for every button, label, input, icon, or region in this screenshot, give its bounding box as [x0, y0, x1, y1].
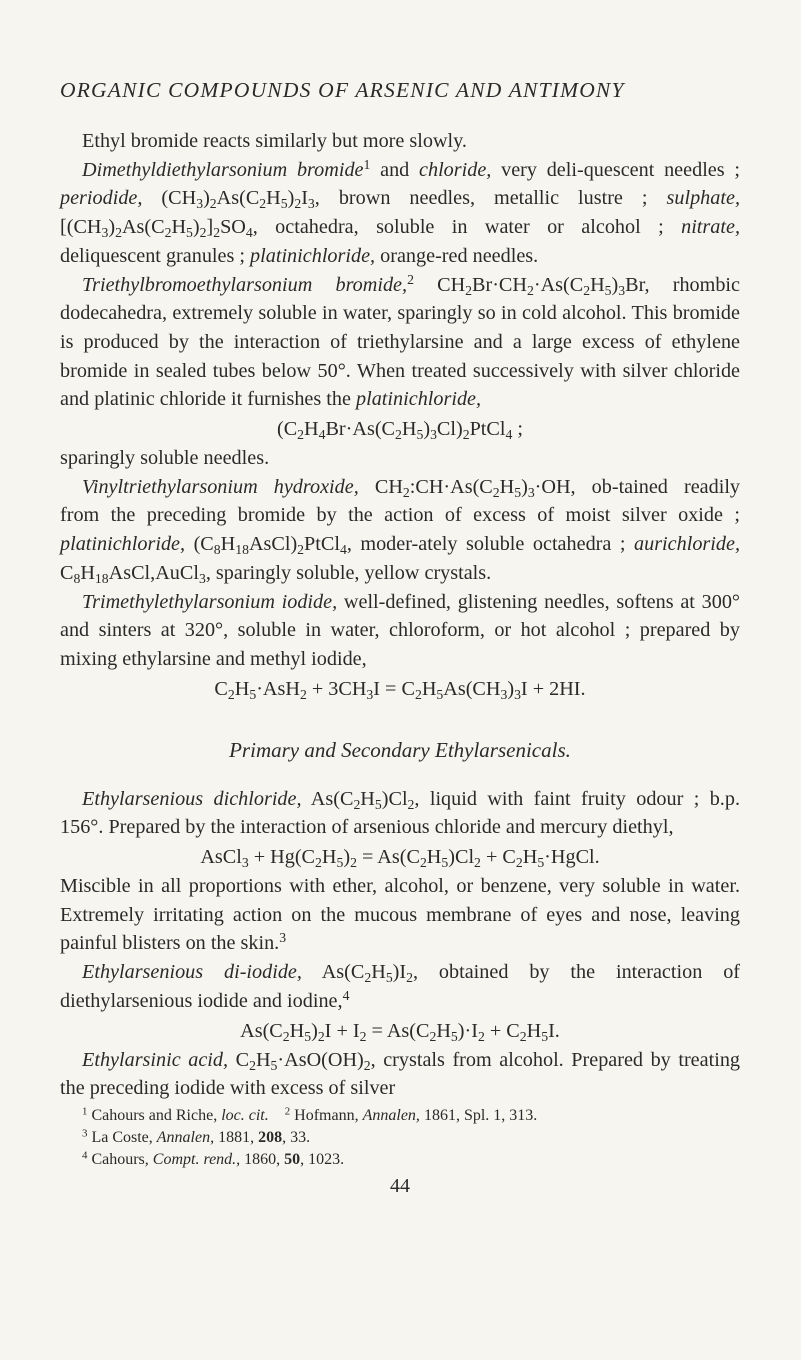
equation: AsCl$_3$ + $Hg(C_2H_5)_2 = As(C_2H_5)Cl_2$ + $C_2H_5\cdot HgCl$. [200, 846, 600, 871]
footnote: $^3$ La Coste, Annalen, 1881, 208, 33. [82, 1127, 311, 1146]
paragraph: Trimethylethylarsonium iodide, well-defined, glistening needles, softens at 300° and sinters at 320°, soluble in water, chloroform, or hot alcohol ; prepared by mixing ethylarsine and methyl iodide, [60, 590, 740, 670]
footnote: $^1$ Cahours and Riche, loc. cit. $^2$ Hofmann, Annalen, 1861, Spl. 1, 313. [82, 1105, 538, 1124]
paragraph: sparingly soluble needles. [60, 447, 270, 470]
equation: $C_2H_5\cdot AsH_2 + 3CH_3I = C_2H_5As(CH_3)_3I + 2HI$. [214, 677, 586, 702]
footnote: $^4$ Cahours, Compt. rend., 1860, 50, 1023. [82, 1149, 345, 1168]
footnotes [60, 1105, 740, 1171]
paragraph: Ethylarsenious dichloride, $As(C_2H_5)Cl_2$, liquid with faint fruity odour ; b.p. 156°. Prepared by the interaction of arsenious chloride and mercury diethyl, [60, 787, 740, 839]
page-content [60, 78, 740, 1198]
section-heading: Primary and Secondary Ethylarsenicals. [229, 737, 571, 762]
page-number: 44 [390, 1174, 410, 1197]
equation: $(C_2H_4Br\cdot As(C_2H_5)_3Cl)_2PtCl_4$ ; [276, 418, 524, 443]
running-header: ORGANIC COMPOUNDS OF ARSENIC AND ANTIMONY [60, 78, 625, 102]
paragraph: Ethylarsenious di-iodide, $As(C_2H_5)I_2$, obtained by the interaction of diethylarsenious iodide and iodine,$^4$ [60, 961, 741, 1012]
paragraph: Triethylbromoethylarsonium bromide,$^2$ $CH_2Br\cdot CH_2\cdot As(C_2H_5)_3Br$, rhombic dodecahedra, extremely soluble in water, sparingly so in cold alcohol. This bromide is produced by the interaction of triethylarsine and a large excess of ethylene bromide in sealed tubes below 50°. When treated successively with silver chloride and platinic chloride it furnishes the platinichloride, [60, 271, 740, 411]
equation: $As(C_2H_5)_2I + I_2 = As(C_2H_5)\cdot I_2 + C_2H_5I$. [240, 1019, 560, 1044]
paragraph: Vinyltriethylarsonium hydroxide, $CH_2:CH\cdot As(C_2H_5)_3\cdot OH$, ob-tained readily from the preceding bromide by the action of excess of moist silver oxide ; platinichloride, $(C_8H_{18}AsCl)_2PtCl_4$, moder-ately soluble octahedra ; aurichloride, $C_8H_{18}AsCl,AuCl_3$, sparingly soluble, yellow crystals. [60, 475, 741, 586]
paragraph: Ethyl bromide reacts similarly but more slowly. [82, 130, 467, 152]
paragraph: Miscible in all proportions with ether, alcohol, or benzene, very soluble in water. Extremely irritating action on the mucous membrane of eyes and nose, leaving painful blisters on the skin.$^3$ [60, 875, 740, 955]
paragraph: Ethylarsinic acid, $C_2H_5\cdot AsO(OH)_2$, crystals from alcohol. Prepared by treating the preceding iodide with excess of silver [60, 1048, 741, 1100]
paragraph: Dimethyldiethylarsonium bromide$^1$ and chloride, very deli-quescent needles ; periodide, $(CH_3)_2As(C_2H_5)_2I_3$, brown needles, metallic lustre ; sulphate, $[(CH_3)_2As(C_2H_5)_2]_2SO_4$, octahedra, soluble in water or alcohol ; nitrate, deliquescent granules ; platinichloride, orange-red needles. [60, 156, 740, 267]
